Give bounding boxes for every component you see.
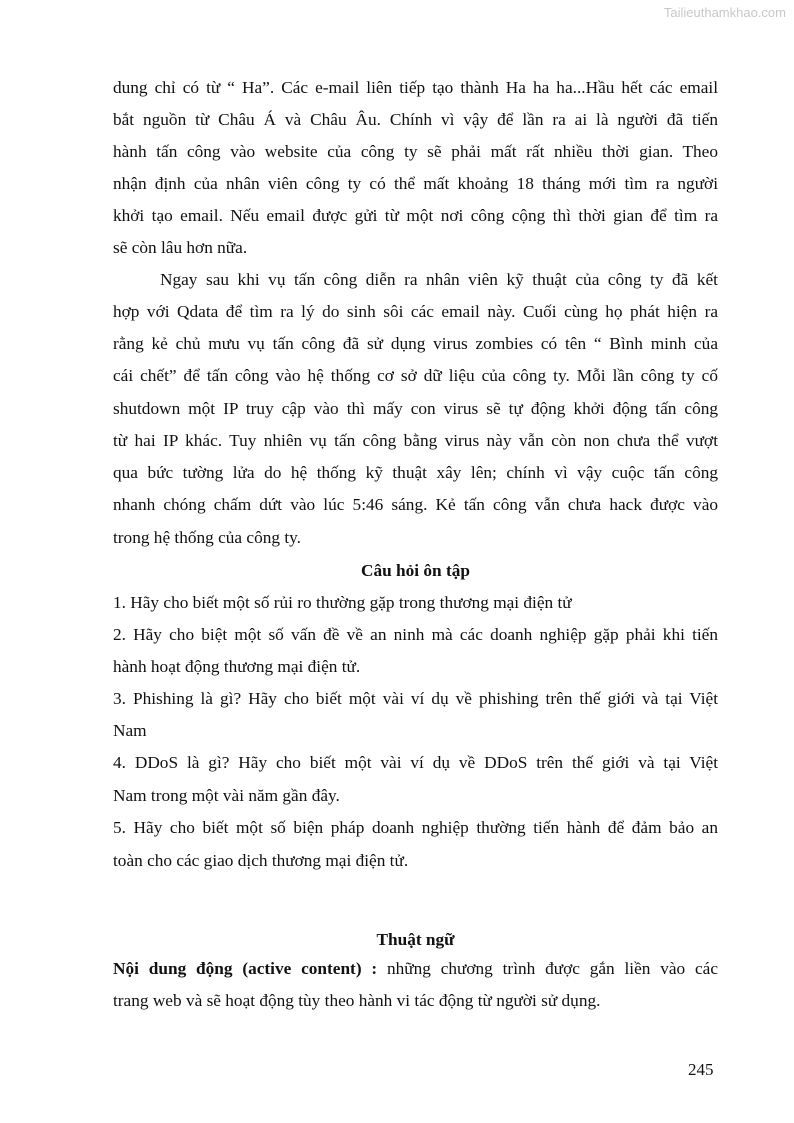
text-line: shutdown một IP truy cập vào thì mấy con virus sẽ tự động khởi động tấn công xyxy=(113,399,718,418)
glossary-definition: những chương trình được gắn liền vào các xyxy=(377,959,719,978)
text-line: trong hệ thống của công ty. xyxy=(113,528,301,547)
review-heading: Câu hỏi ôn tập xyxy=(360,561,470,580)
text-line: sẽ còn lâu hơn nữa. xyxy=(113,238,248,257)
question-line: Nam trong một vài năm gần đây. xyxy=(113,786,340,805)
question-line: hành hoạt động thương mại điện tử. xyxy=(113,657,361,676)
question-line: Nam xyxy=(113,721,147,740)
text-line: từ hai IP khác. Tuy nhiên vụ tấn công bằng virus này vẫn còn non chưa thể vượt xyxy=(113,431,718,450)
glossary-line xyxy=(113,958,718,980)
text-line: bắt nguồn từ Châu Á và Châu Âu. Chính vì vậy để lần ra ai là người đã tiến xyxy=(113,110,718,129)
question-line: 4. DDoS là gì? Hãy cho biết một vài ví dụ về DDoS trên thế giới và tại Việt xyxy=(113,753,718,772)
text-line: hành tấn công vào website của công ty sẽ phải mất rất nhiều thời gian. Theo xyxy=(113,142,718,161)
text-line: dung chỉ có từ “ Ha”. Các e-mail liên tiếp tạo thành Ha ha ha...Hầu hết các email xyxy=(113,78,718,97)
glossary-term: Nội dung động (active content) : xyxy=(113,959,378,978)
glossary-line: trang web và sẽ hoạt động tùy theo hành vi tác động từ người sử dụng. xyxy=(113,991,601,1010)
text-line: khởi tạo email. Nếu email được gửi từ một nơi công cộng thì thời gian để tìm ra xyxy=(113,206,718,225)
text-line: nhanh chóng chấm dứt vào lúc 5:46 sáng. Kẻ tấn công vẫn chưa hack được vào xyxy=(113,495,718,514)
page-number: 245 xyxy=(688,1060,714,1079)
text-line: hợp với Qdata để tìm ra lý do sinh sôi các email này. Cuối cùng họ phát hiện ra xyxy=(113,302,718,321)
glossary-heading: Thuật ngữ xyxy=(376,930,455,949)
text-line: nhận định của nhân viên công ty có thể mất khoảng 18 tháng mới tìm ra người xyxy=(113,174,718,193)
question-line: toàn cho các giao dịch thương mại điện tử. xyxy=(113,851,409,870)
question-line: 5. Hãy cho biết một số biện pháp doanh nghiệp thường tiến hành để đảm bảo an xyxy=(113,818,718,837)
text-line: Ngay sau khi vụ tấn công diễn ra nhân viên kỹ thuật của công ty đã kết xyxy=(160,270,718,289)
watermark: Tailieuthamkhao.com xyxy=(663,5,786,20)
text-line: rằng kẻ chủ mưu vụ tấn công đã sử dụng virus zombies có tên “ Bình minh của xyxy=(113,334,718,353)
question-line: 3. Phishing là gì? Hãy cho biết một vài ví dụ về phishing trên thế giới và tại Việt xyxy=(113,689,718,708)
question-line: 2. Hãy cho biệt một số vấn đề về an ninh mà các doanh nghiệp gặp phải khi tiến xyxy=(113,625,718,644)
text-line: cái chết” để tấn công vào hệ thống cơ sở dữ liệu của công ty. Mỗi lần công ty cố xyxy=(113,366,718,385)
question-line: 1. Hãy cho biết một số rủi ro thường gặp trong thương mại điện tử xyxy=(113,593,572,612)
text-line: qua bức tường lửa do hệ thống kỹ thuật xây lên; chính vì vậy cuộc tấn công xyxy=(113,463,718,482)
